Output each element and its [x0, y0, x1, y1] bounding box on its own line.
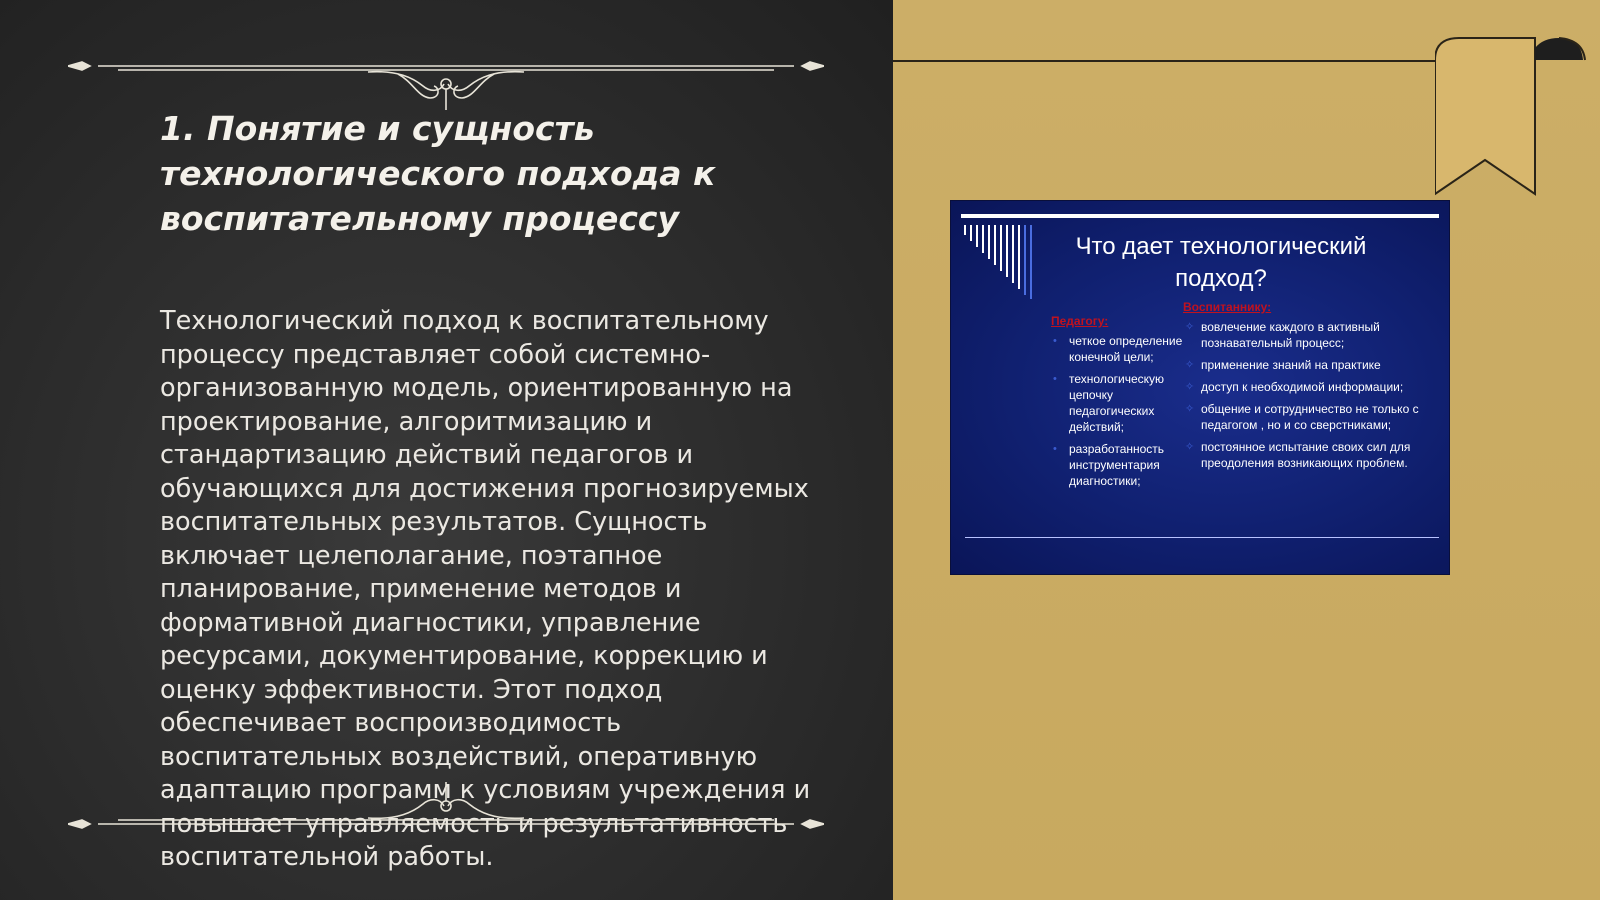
- page-title: 1. Понятие и сущность технологического подхода к воспитательному процессу: [160, 109, 716, 238]
- list-item: • разработанность инструментария диагностики;: [1053, 442, 1165, 488]
- right-column-heading: Воспитаннику:: [1183, 300, 1272, 314]
- body-paragraph: Технологический подход к воспитательному процессу представляет собой системно-организованную модель, ориентированную на проектирование, алгоритмизацию и стандартизацию действий педагогов и обучающихся для достижения прогнозируемых воспитательных результатов. Сущность включает целеполагание, поэтапное планирование, применение методов и формативной диагностики, управление ресурсами, документирование, коррекцию и оценку эффективности. Этот подход обеспечивает воспроизводимость воспитательных воздействий, оперативную адаптацию программ к условиям учреждения и повышает управляемость и результативность воспитательной работы.: [160, 306, 811, 872]
- image-top-bar: [961, 214, 1439, 218]
- image-left-column: [1051, 313, 1186, 495]
- image-bottom-line: [965, 537, 1439, 538]
- image-right-column: [1183, 299, 1423, 477]
- list-item: ✧ доступ к необходимой информации;: [1185, 380, 1404, 394]
- flourish-divider-icon: [68, 52, 824, 112]
- right-divider-line: [893, 60, 1438, 62]
- list-item: ✧ общение и сотрудничество не только с педагогом , но и со сверстниками;: [1185, 402, 1419, 432]
- list-item: • технологическую цепочку педагогических действий;: [1053, 372, 1165, 434]
- flourish-divider-icon: [68, 780, 824, 840]
- list-item: ✧ вовлечение каждого в активный познавательный процесс;: [1185, 320, 1380, 350]
- image-title: Что дает технологический подход?: [1075, 233, 1367, 292]
- bookmark-ribbon-icon: [1435, 36, 1595, 201]
- list-item: ✧ применение знаний на практике: [1185, 358, 1381, 372]
- list-item: ✧ постоянное испытание своих сил для преодоления возникающих проблем.: [1185, 440, 1411, 470]
- stripes-decoration-icon: [963, 223, 1033, 299]
- embedded-slide-image: [950, 200, 1450, 575]
- list-item: • четкое определение конечной цели;: [1053, 334, 1183, 364]
- left-column-heading: Педагогу:: [1051, 314, 1109, 328]
